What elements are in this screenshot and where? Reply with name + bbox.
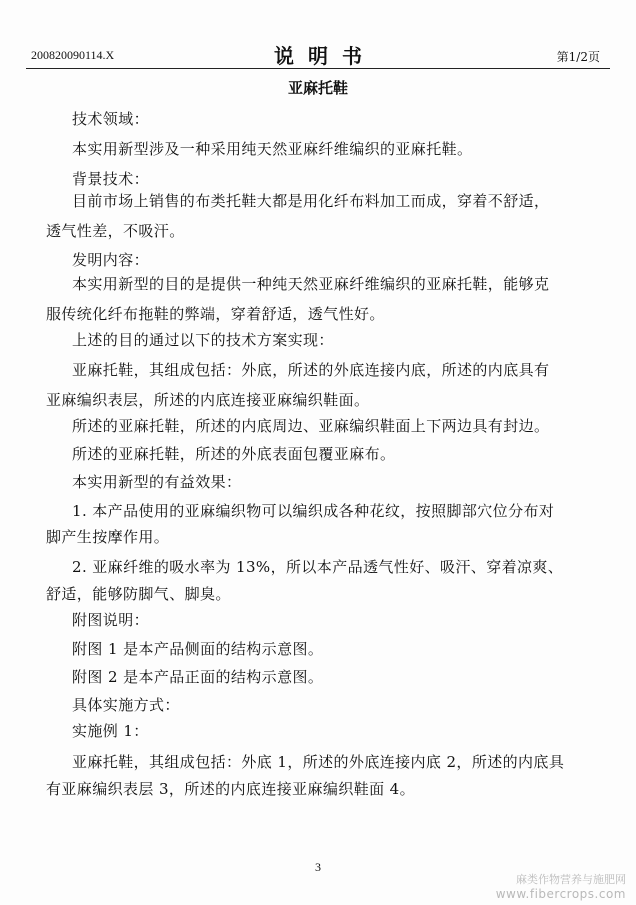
body-line: 所述的亚麻托鞋，所述的外底表面包覆亚麻布。 <box>72 445 396 463</box>
body-line: 具体实施方式： <box>72 696 180 714</box>
page-number: 3 <box>315 860 321 874</box>
document-title: 亚麻托鞋 <box>287 79 348 97</box>
header-title: 说明书 <box>274 44 376 68</box>
document-number: 200820090114.X <box>31 48 115 62</box>
body-line: 脚产生按摩作用。 <box>46 528 170 546</box>
body-line: 目前市场上销售的布类托鞋大都是用化纤布料加工而成，穿着不舒适， <box>72 192 550 210</box>
body-line: 本实用新型的有益效果： <box>72 473 242 491</box>
watermark <box>496 873 626 901</box>
page-header <box>0 0 636 68</box>
body-line: 附图 2 是本产品正面的结构示意图。 <box>72 668 324 686</box>
body-line: 附图 1 是本产品侧面的结构示意图。 <box>72 640 324 658</box>
body-line: 舒适，能够防脚气、脚臭。 <box>46 585 231 603</box>
body-line: 透气性差，不吸汗。 <box>46 222 185 240</box>
body-line: 有亚麻编织表层 3，所述的内底连接亚麻编织鞋面 4。 <box>46 780 416 798</box>
watermark-site: www.fibercrops.com <box>495 887 626 901</box>
body-line: 1. 本产品使用的亚麻编织物可以编织成各种花纹，按照脚部穴位分布对 <box>72 502 555 520</box>
body-line: 服传统化纤布拖鞋的弊端，穿着舒适，透气性好。 <box>46 305 385 323</box>
body-line: 背景技术： <box>72 170 150 188</box>
header-rule <box>26 68 610 69</box>
body-line: 所述的亚麻托鞋，所述的内底周边、亚麻编织鞋面上下两边具有封边。 <box>72 417 550 435</box>
body-line: 附图说明： <box>72 611 150 629</box>
watermark-text: 麻类作物营养与施肥网 <box>516 873 626 886</box>
body-line: 本实用新型的目的是提供一种纯天然亚麻纤维编织的亚麻托鞋，能够克 <box>72 275 550 293</box>
header-page-label: 第1/2页 <box>556 50 600 64</box>
body-line: 亚麻编织表层，所述的内底连接亚麻编织鞋面。 <box>46 391 370 409</box>
body-line: 亚麻托鞋，其组成包括：外底 1，所述的外底连接内底 2，所述的内底具 <box>72 753 565 771</box>
body-line: 发明内容： <box>72 251 150 269</box>
body-line: 实施例 1： <box>72 722 149 740</box>
body-line: 亚麻托鞋，其组成包括：外底，所述的外底连接内底，所述的内底具有 <box>72 361 550 379</box>
body-line: 技术领域： <box>72 110 150 128</box>
body-line: 2. 亚麻纤维的吸水率为 13%，所以本产品透气性好、吸汗、穿着凉爽、 <box>72 558 564 576</box>
body-line: 本实用新型涉及一种采用纯天然亚麻纤维编织的亚麻托鞋。 <box>72 140 473 158</box>
body-line: 上述的目的通过以下的技术方案实现： <box>72 331 334 349</box>
